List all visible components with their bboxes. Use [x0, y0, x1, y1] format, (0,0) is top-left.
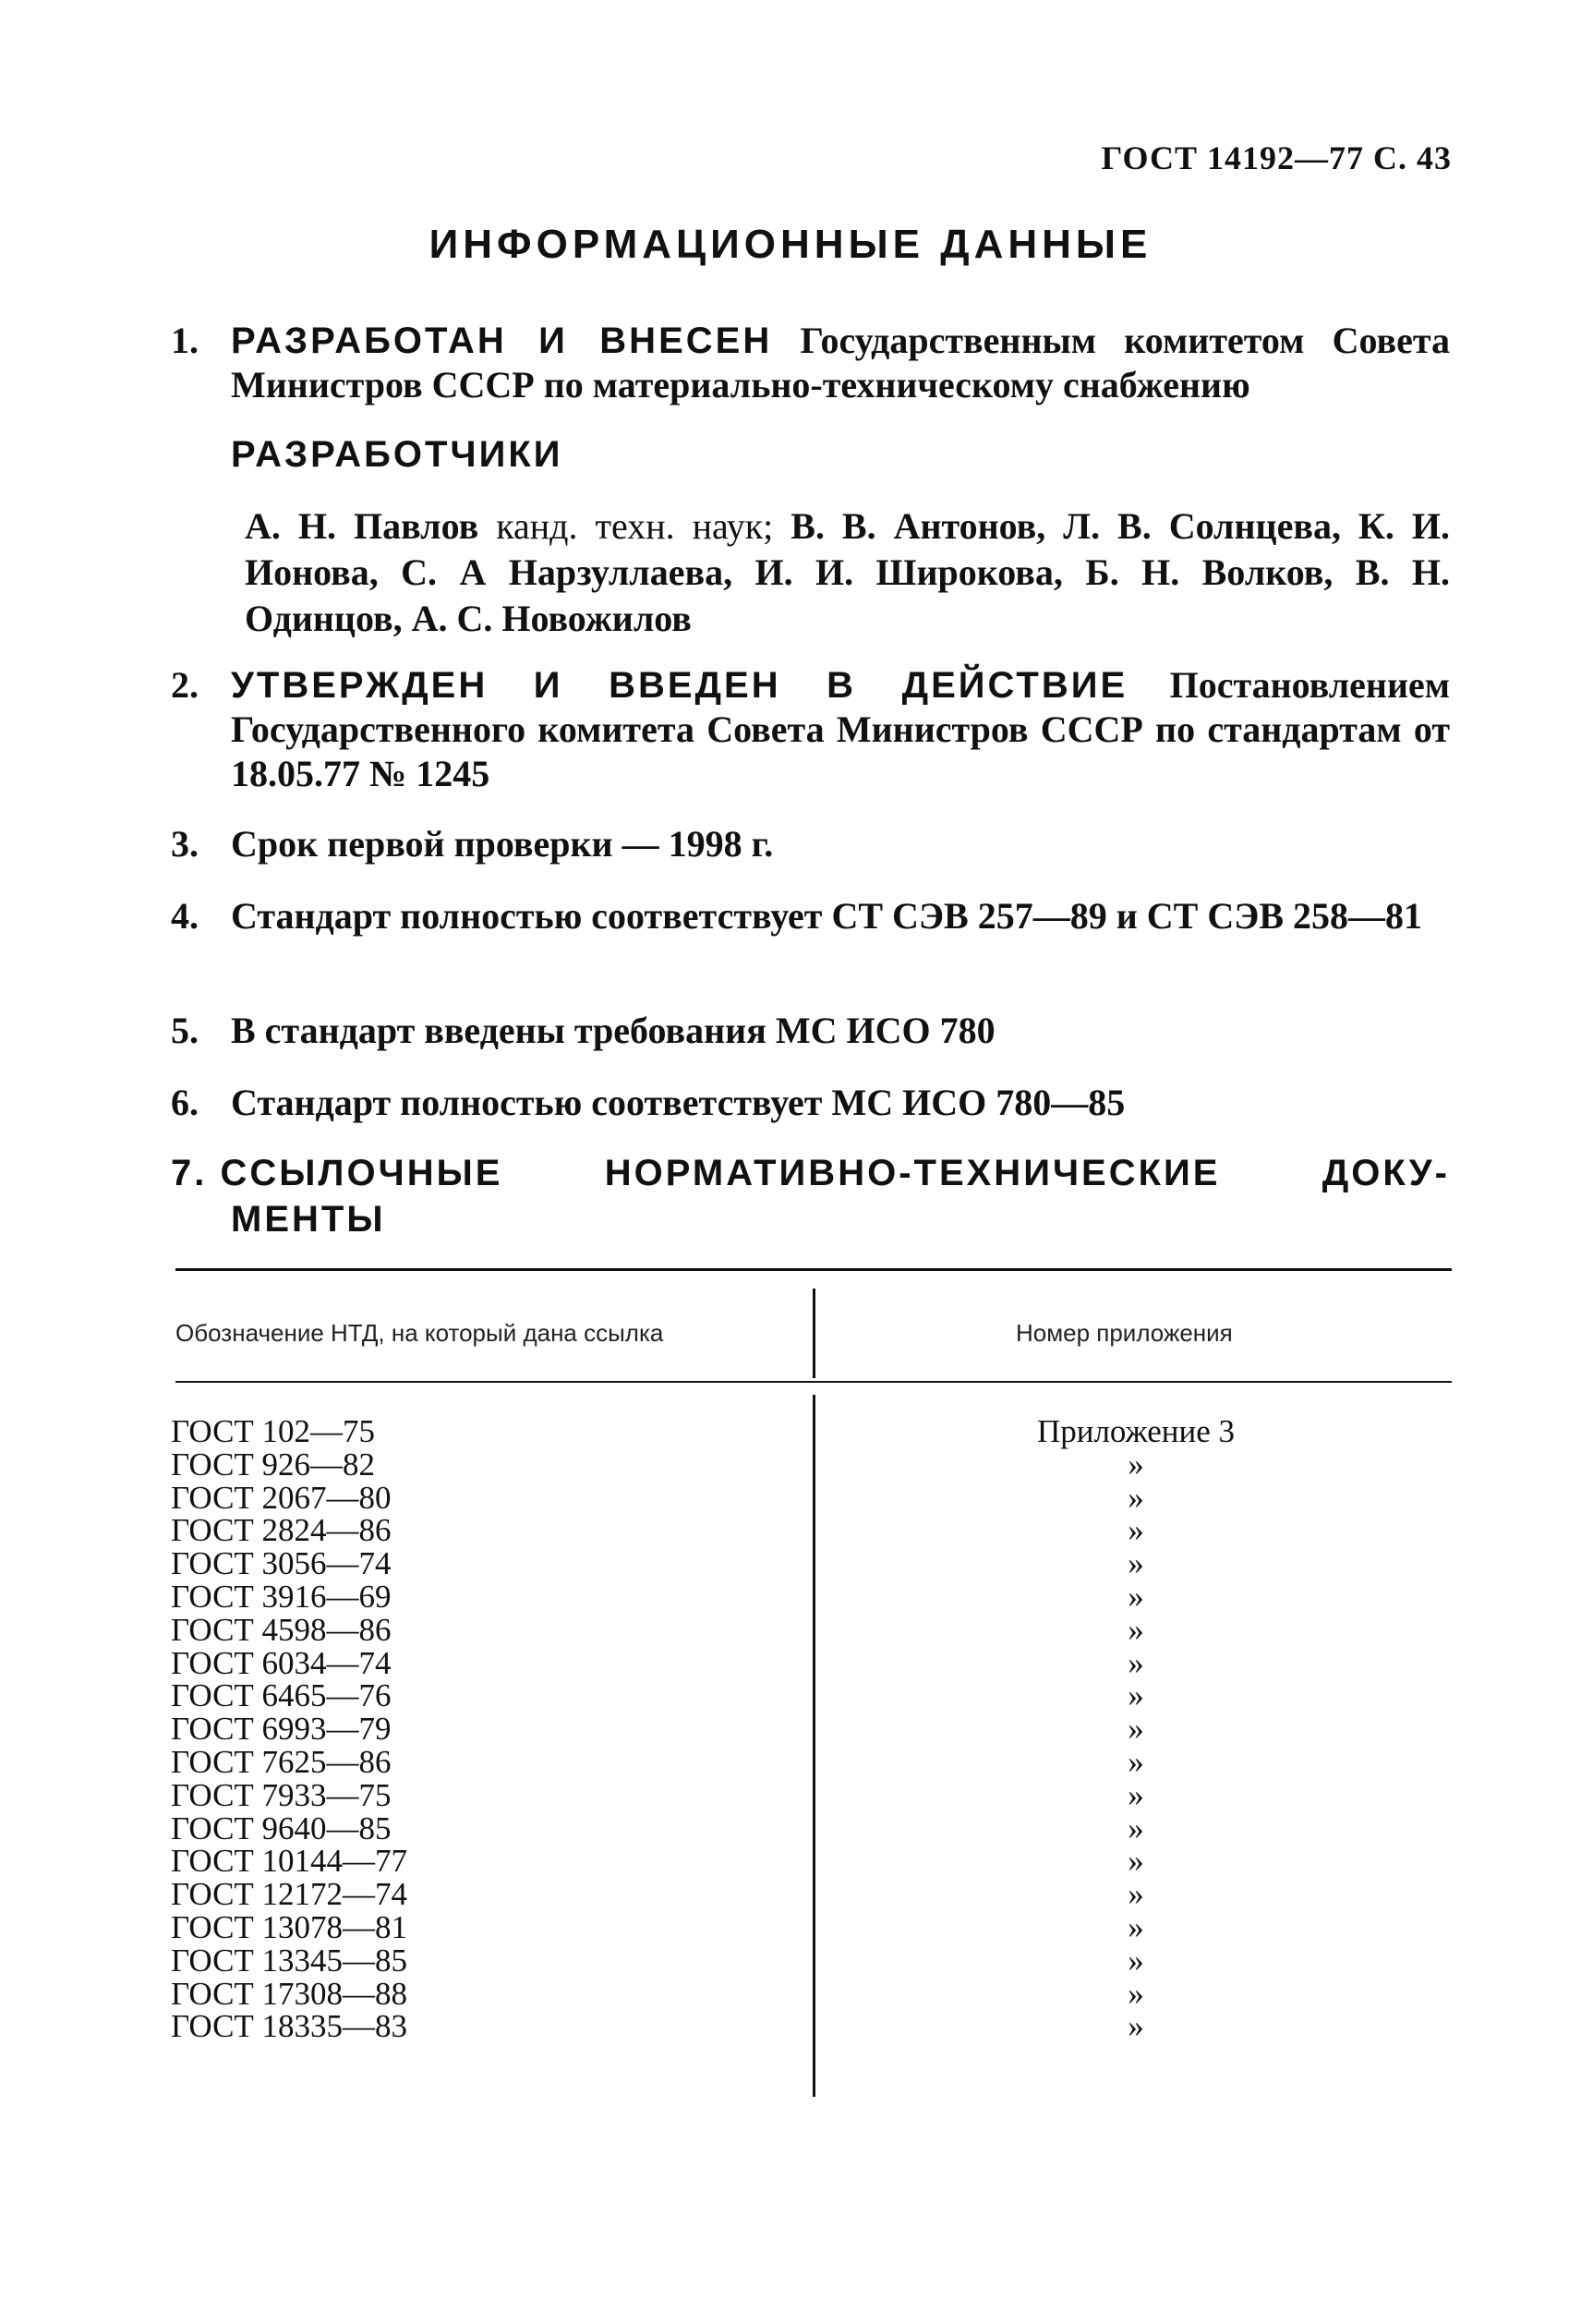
- item-number: 1.: [171, 320, 199, 361]
- developer-degree: канд. техн. наук;: [496, 505, 774, 547]
- item-number: 5.: [171, 1010, 199, 1051]
- table-row-appendix: »: [1128, 1776, 1144, 1813]
- item-number: 6.: [171, 1082, 199, 1123]
- table-row-appendix: »: [1128, 1512, 1144, 1549]
- table-row-designation: ГОСТ 12172—74: [171, 1876, 408, 1913]
- item-7-part-1: [171, 1150, 502, 1196]
- item-text: Стандарт полностью соответствует МС ИСО 780—85: [231, 1082, 1126, 1123]
- table-header-divider: [813, 1289, 815, 1378]
- table-row-designation: ГОСТ 13345—85: [171, 1942, 408, 1979]
- item-5: [171, 1009, 1450, 1053]
- developers-rest: В. В. Антонов, Л. В. Солнцева, К. И. Ионова, С. А Нарзуллаева, И. И. Широкова, Б. Н. Волков, В. Н. Одинцов, А. С. Новожилов: [245, 505, 1451, 639]
- table-row-appendix: Приложение 3: [1036, 1413, 1236, 1449]
- table-row-designation: ГОСТ 6993—79: [171, 1711, 392, 1748]
- page-header: ГОСТ 14192—77 С. 43: [1101, 139, 1452, 176]
- item-2: [171, 663, 1450, 796]
- table-row-appendix: »: [1128, 1876, 1144, 1913]
- table-header-designation: Обозначение НТД, на который дана ссылка: [175, 1319, 664, 1347]
- item-7-word-2: НОРМАТИВНО-ТЕХНИЧЕСКИЕ: [604, 1153, 1221, 1193]
- item-text: Срок первой проверки — 1998 г.: [231, 823, 774, 865]
- table-row-designation: ГОСТ 4598—86: [171, 1611, 392, 1648]
- table-row-appendix: »: [1128, 1578, 1144, 1615]
- item-lead: РАЗРАБОТАН И ВНЕСЕН: [231, 321, 773, 361]
- item-7-word-3: ДОКУ-: [1322, 1153, 1450, 1193]
- table-row-appendix: »: [1128, 1677, 1144, 1714]
- item-lead: УТВЕРЖДЕН И ВВЕДЕН В ДЕЙСТВИЕ: [231, 665, 1128, 706]
- item-4: [171, 894, 1450, 938]
- developer-first: А. Н. Павлов: [245, 505, 479, 547]
- item-number: 3.: [171, 823, 199, 865]
- table-row-appendix: »: [1128, 1446, 1144, 1483]
- table-row-designation: ГОСТ 18335—83: [171, 2008, 408, 2045]
- table-row-appendix: »: [1128, 1975, 1144, 2012]
- table-row-appendix: »: [1128, 2008, 1144, 2045]
- item-7-word-4: МЕНТЫ: [231, 1199, 386, 1240]
- table-row-designation: ГОСТ 17308—88: [171, 1975, 408, 2012]
- table-row-designation: ГОСТ 7625—86: [171, 1743, 392, 1780]
- table-row-designation: ГОСТ 102—75: [171, 1413, 376, 1449]
- table-row-appendix: »: [1128, 1479, 1144, 1516]
- item-body: Постановлением Государственного комитета Совета Министров СССР по стандартам от 18.05.77 № 1245: [231, 664, 1451, 794]
- developers-list: [245, 503, 1450, 642]
- table-top-rule: [175, 1268, 1452, 1271]
- table-column-divider: [813, 1395, 815, 2097]
- item-7-word-1: ССЫЛОЧНЫЕ: [220, 1153, 503, 1193]
- item-3: [171, 822, 1450, 866]
- item-body: Государственным комитетом Совета Министров СССР по материально-техническому снабжению: [231, 320, 1451, 405]
- item-text: [231, 663, 1450, 796]
- table-row-appendix: »: [1128, 1810, 1144, 1846]
- table-header-rule: [175, 1381, 1452, 1383]
- table-row-designation: ГОСТ 6034—74: [171, 1644, 392, 1681]
- appendix-column: [997, 1415, 1274, 2043]
- table-row-designation: ГОСТ 7933—75: [171, 1776, 392, 1813]
- table-row-appendix: »: [1128, 1942, 1144, 1979]
- developers-heading: РАЗРАБОТЧИКИ: [231, 434, 563, 475]
- item-7-line-1: [171, 1150, 1450, 1196]
- item-1: [171, 319, 1450, 407]
- item-text: [231, 319, 1450, 407]
- table-header-appendix: Номер приложения: [1016, 1319, 1233, 1347]
- table-row-appendix: »: [1128, 1711, 1144, 1748]
- table-row-designation: ГОСТ 2824—86: [171, 1512, 392, 1549]
- table-row-appendix: »: [1128, 1908, 1144, 1945]
- table-row-designation: ГОСТ 6465—76: [171, 1677, 392, 1714]
- table-row-appendix: »: [1128, 1743, 1144, 1780]
- table-row-designation: ГОСТ 10144—77: [171, 1843, 408, 1880]
- table-row-designation: ГОСТ 3056—74: [171, 1545, 392, 1582]
- item-6: [171, 1081, 1450, 1125]
- item-text: Стандарт полностью соответствует СТ СЭВ 257—89 и СТ СЭВ 258—81: [231, 895, 1423, 937]
- item-text: В стандарт введены требования МС ИСО 780: [231, 1010, 996, 1051]
- designation-column: [171, 1415, 407, 2043]
- table-row-appendix: »: [1128, 1644, 1144, 1681]
- table-row-appendix: »: [1128, 1843, 1144, 1880]
- item-number: 7.: [171, 1153, 208, 1193]
- table-row-designation: ГОСТ 9640—85: [171, 1810, 392, 1846]
- table-row-appendix: »: [1128, 1611, 1144, 1648]
- page-title: ИНФОРМАЦИОННЫЕ ДАННЫЕ: [428, 222, 1153, 267]
- table-row-designation: ГОСТ 2067—80: [171, 1479, 392, 1516]
- table-row-designation: ГОСТ 3916—69: [171, 1578, 392, 1615]
- table-row-designation: ГОСТ 13078—81: [171, 1908, 408, 1945]
- item-number: 2.: [171, 664, 199, 706]
- table-row-designation: ГОСТ 926—82: [171, 1446, 376, 1483]
- item-7: [171, 1150, 1450, 1242]
- table-row-appendix: »: [1128, 1545, 1144, 1582]
- item-number: 4.: [171, 895, 199, 937]
